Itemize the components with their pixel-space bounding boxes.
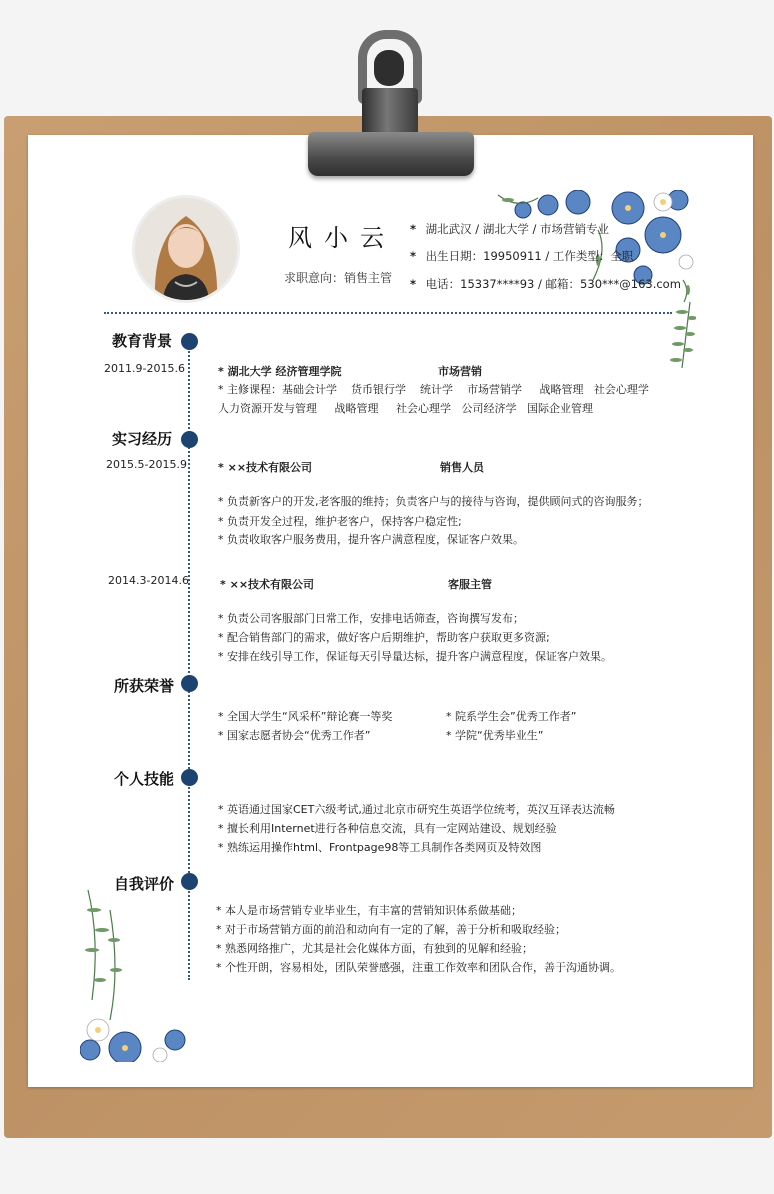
timeline-dot-honors <box>181 675 198 692</box>
job-intention <box>284 269 392 286</box>
person-portrait-icon <box>135 198 237 300</box>
honor-item-2: * 院系学生会”优秀工作者” <box>446 710 577 723</box>
job-1-duty-2: * 负责开发全过程，维护老客户，保持客户稳定性; <box>218 515 462 528</box>
section-title-self-evaluation: 自我评价 <box>114 875 175 893</box>
skill-item-1: * 英语通过国家CET六级考试,通过北京市研究生英语学位统考，英汉互译表达流畅 <box>218 803 615 816</box>
flower-decoration-bottom-icon <box>80 880 210 1062</box>
honor-item-4: * 学院“优秀毕业生” <box>446 729 544 742</box>
contact-line-phone-email: * 电话：15337****93 / 邮箱：530***@163.com <box>410 277 681 291</box>
honor-item-3: * 国家志愿者协会“优秀工作者” <box>218 729 371 742</box>
job-2-duty-2: * 配合销售部门的需求，做好客户后期维护，帮助客户获取更多资源; <box>218 631 550 644</box>
timeline-dot-internship <box>181 431 198 448</box>
job-2-duty-3: * 安排在线引导工作，保证每天引导量达标，提升客户满意程度，保证客户效果。 <box>218 650 612 663</box>
job-2-date: 2014.3-2014.6 <box>108 574 189 587</box>
contact-line-birth: * 出生日期：19950911 / 工作类型：全职 <box>410 249 634 263</box>
job-intention-value: 销售主管 <box>344 271 393 285</box>
job-2-role: 客服主管 <box>448 578 492 591</box>
education-major: 市场营销 <box>438 365 482 378</box>
profile-photo <box>132 195 240 303</box>
fern-decoration-icon <box>664 300 696 370</box>
job-1-duty-3: * 负责收取客户服务费用，提升客户满意程度，保证客户效果。 <box>218 533 524 546</box>
education-courses-2: 人力资源开发与管理 战略管理 社会心理学 公司经济学 国际企业管理 <box>218 402 593 415</box>
job-1-role: 销售人员 <box>440 461 484 474</box>
header-divider <box>104 312 672 314</box>
honor-item-1: * 全国大学生“风采杯”辩论赛一等奖 <box>218 710 393 723</box>
job-1-company: * ××技术有限公司 <box>218 461 313 474</box>
self-item-3: * 熟悉网络推广，尤其是社会化媒体方面，有独到的见解和经验； <box>216 942 533 955</box>
section-title-honors: 所获荣誉 <box>114 677 175 695</box>
timeline-dot-skills <box>181 769 198 786</box>
section-title-internship: 实习经历 <box>112 430 173 448</box>
section-title-education: 教育背景 <box>112 332 173 350</box>
job-intention-label: 求职意向： <box>284 271 345 285</box>
self-item-4: * 个性开朗，容易相处，团队荣誉感强，注重工作效率和团队合作，善于沟通协调。 <box>216 961 621 974</box>
education-date: 2011.9-2015.6 <box>104 362 185 375</box>
section-title-skills: 个人技能 <box>114 770 175 788</box>
education-school-line: * 湖北大学 经济管理学院 <box>218 365 342 378</box>
clip-base <box>308 132 474 176</box>
job-1-duty-1: * 负责新客户的开发,老客服的维持；负责客户与的接待与咨询，提供顾问式的咨询服务； <box>218 495 649 508</box>
timeline-dot-education <box>181 333 198 350</box>
skill-item-3: * 熟练运用操作html、Frontpage98等工具制作各类网页及特效图 <box>218 841 542 854</box>
skill-item-2: * 擅长利用Internet进行各种信息交流，具有一定网站建设、规划经验 <box>218 822 557 835</box>
education-courses-1: * 主修课程：基础会计学 货币银行学 统计学 市场营销学 战略管理 社会心理学 <box>218 383 649 396</box>
job-1-date: 2015.5-2015.9 <box>106 458 187 471</box>
self-item-1: * 本人是市场营销专业毕业生，有丰富的营销知识体系做基础； <box>216 904 522 917</box>
clip-ring-hole <box>374 50 404 86</box>
self-item-2: * 对于市场营销方面的前沿和动向有一定的了解，善于分析和吸取经验； <box>216 923 566 936</box>
contact-line-location: * 湖北武汉 / 湖北大学 / 市场营销专业 <box>410 222 610 236</box>
job-2-duty-1: * 负责公司客服部门日常工作，安排电话筛查，咨询撰写发布； <box>218 612 524 625</box>
job-2-company: * ××技术有限公司 <box>220 578 315 591</box>
candidate-name: 风小云 <box>288 224 396 252</box>
clip-body <box>362 88 418 138</box>
timeline-dot-self-evaluation <box>181 873 198 890</box>
